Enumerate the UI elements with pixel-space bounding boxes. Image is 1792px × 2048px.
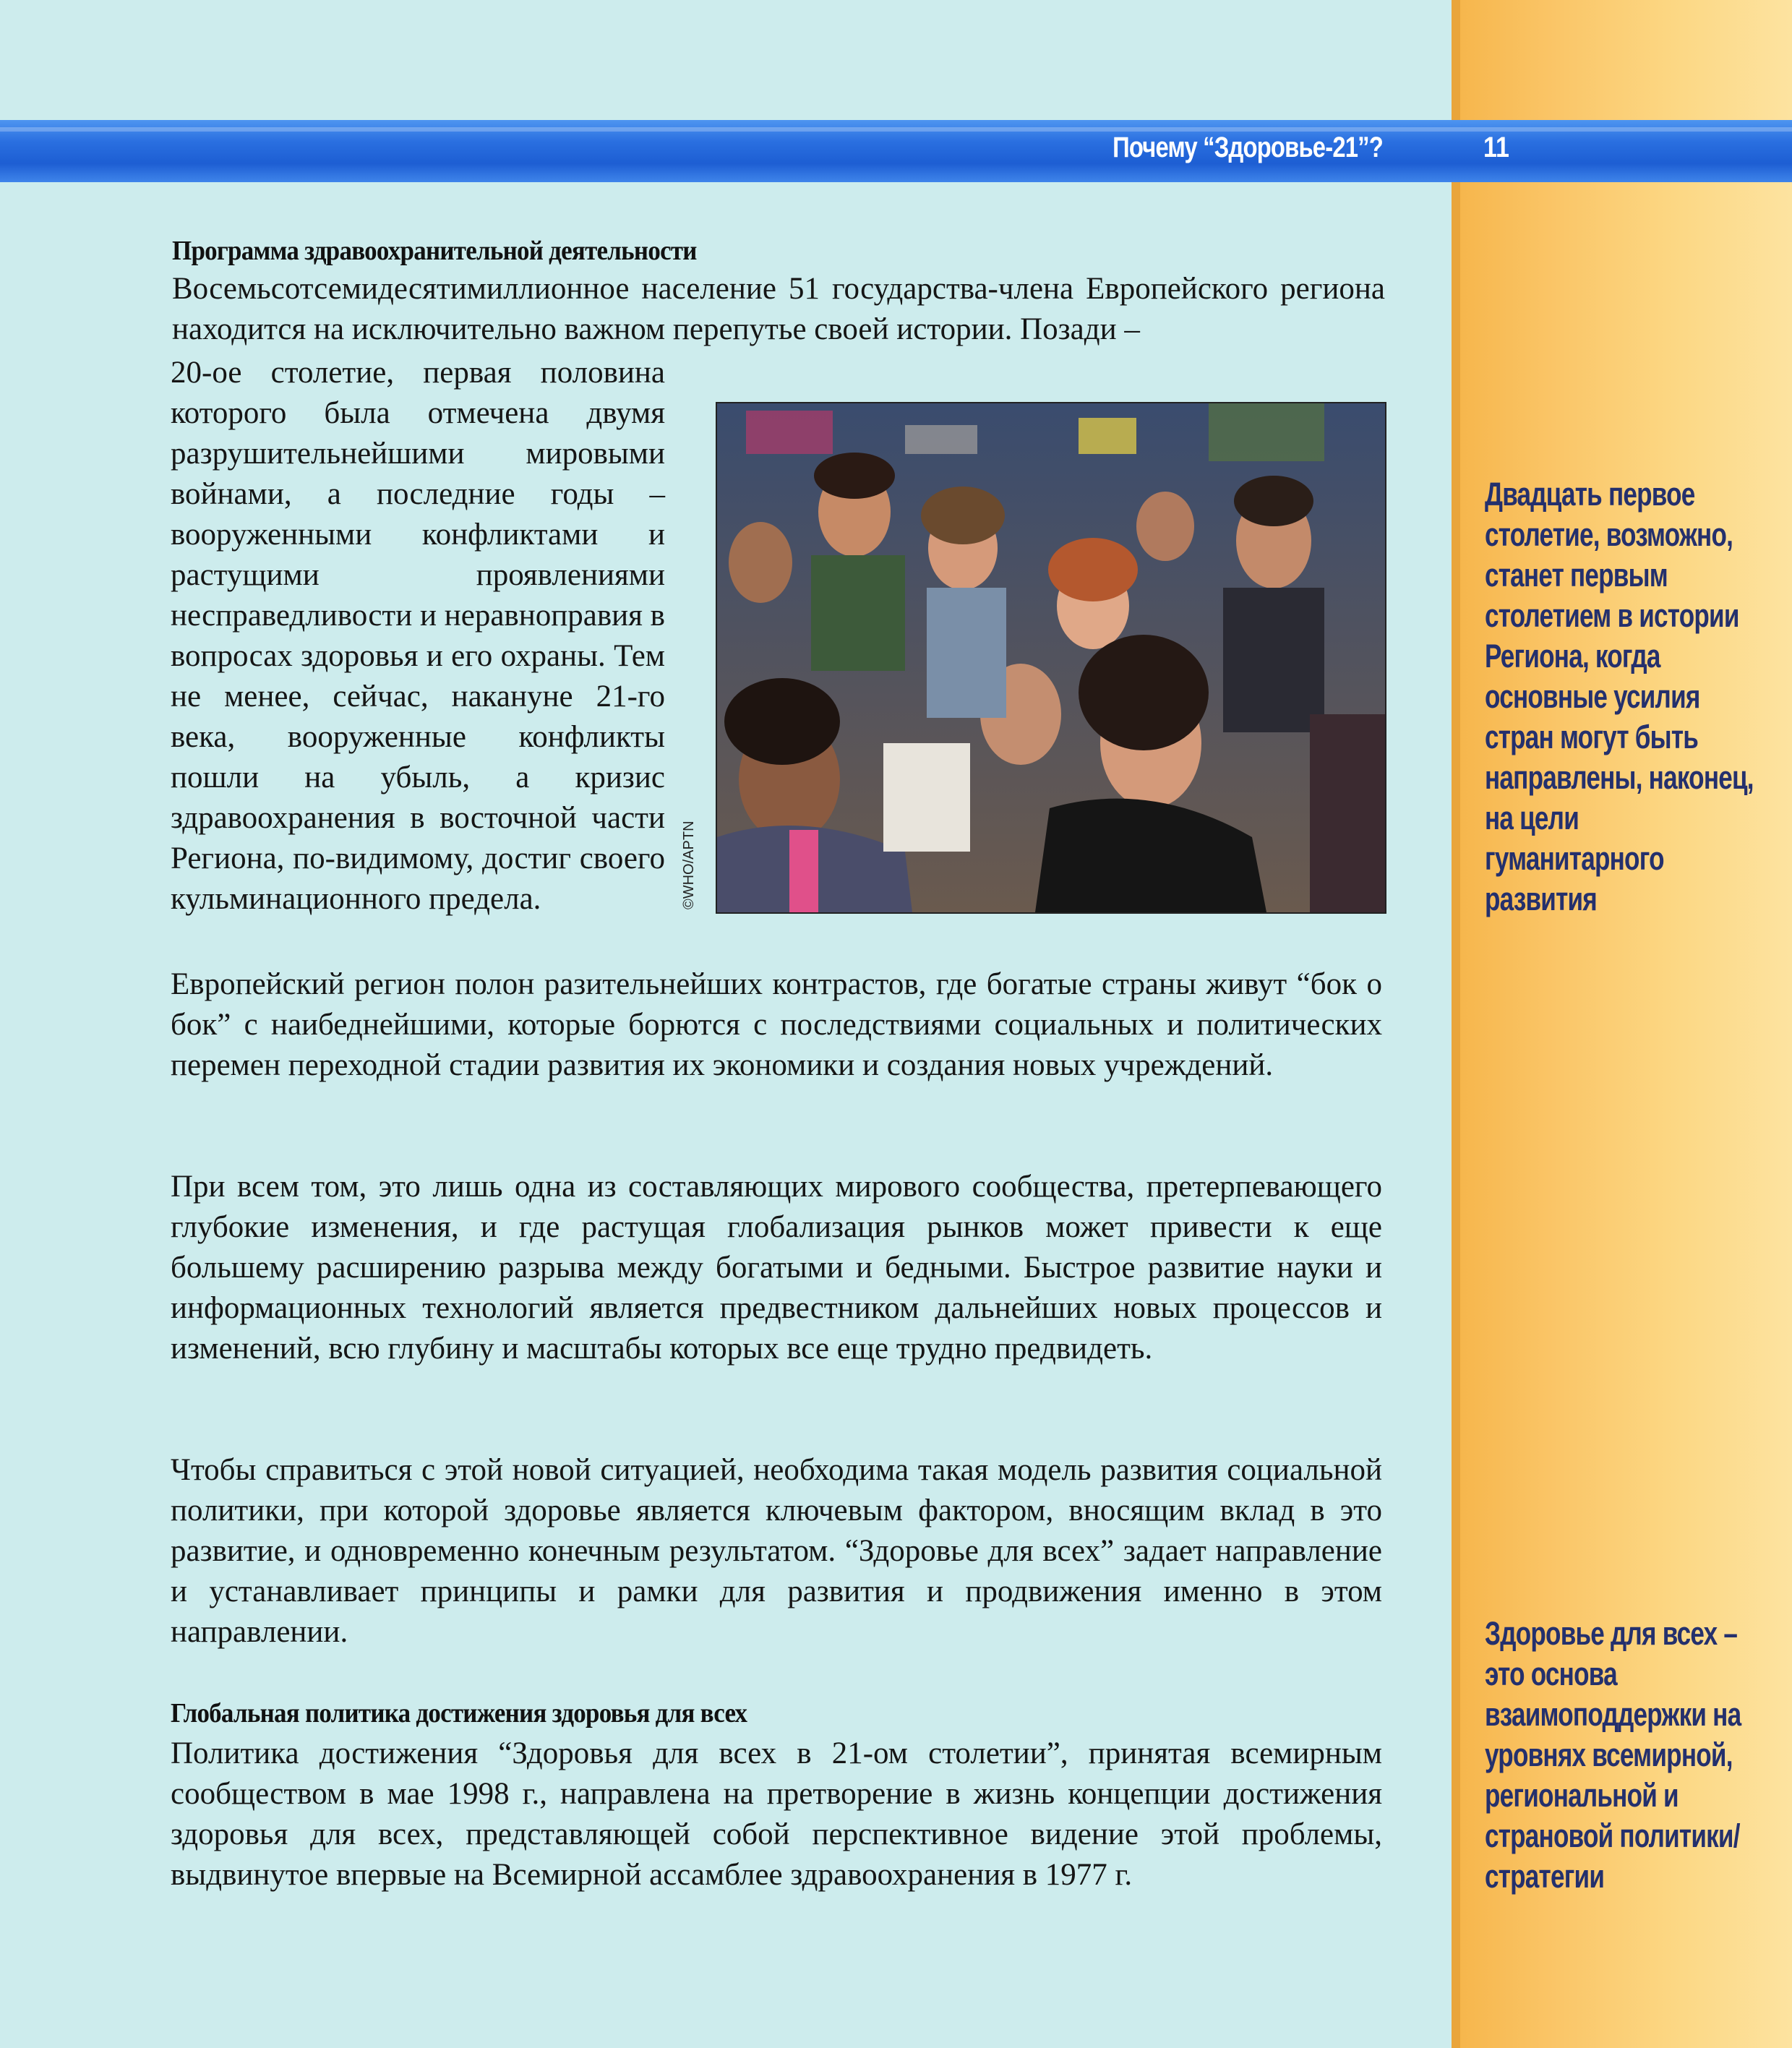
- side-quote-line: Здоровье для всех –: [1485, 1615, 1738, 1652]
- side-quote-line: столетием в истории: [1485, 597, 1739, 634]
- side-quote-line: основные усилия: [1485, 678, 1700, 715]
- wrapped-paragraph: 20-ое столетие, первая половина которого была отмечена двумя разрушительнейшими мировыми войнами, а последние годы – вооруженными конфликтами и растущими проявлениями несправедливости и неравноправия в вопросах здоровья и его охраны. Тем не менее, сейчас, накануне 21-го века, вооруженные конфликты пошли на убыль, а кризис здравоохранения в восточной части Региона, по-видимому, достиг своего кульминационного предела.: [171, 356, 665, 916]
- side-quote-line: развития: [1485, 881, 1598, 917]
- paragraph-global-policy: Политика достижения “Здоровья для всех в 21-ом столетии”, принятая всемирным сообществом в мае 1998 г., направлена на претворение в жизнь концепции достижения здоровья для всех, представляющей собой перспективное видение этой проблемы, выдвинутое впервые на Всемирной ассамблее здравоохранения в 1977 г.: [171, 1736, 1382, 1892]
- photo-credit: ©WHO/APTN: [681, 821, 697, 909]
- paragraph-contrasts: Европейский регион полон разительнейших контрастов, где богатые страны живут “бок о бок” с наибеднейшими, которые борются с последствиями социальных и политических перемен переходной стадии развития их экономики и создания новых учреждений.: [171, 967, 1382, 1082]
- side-quote-line: направлены, наконец,: [1485, 759, 1754, 796]
- side-quote-health-for-all: [1485, 1614, 1741, 1897]
- running-header-title: Почему “Здоровье-21”?: [1113, 132, 1383, 163]
- paragraph-globalization: При всем том, это лишь одна из составляющих мирового сообщества, претерпевающего глубокие изменения, и где растущая глобализация рынков может привести к еще большему расширению разрыва между богатыми и бедными. Быстрое развитие науки и информационных технологий является предвестником дальнейших новых процессов и изменений, всю глубину и масштабы которых все еще трудно предвидеть.: [171, 1170, 1382, 1366]
- side-quote-line: взаимоподдержки на: [1485, 1696, 1741, 1733]
- side-quote-21st-century: [1485, 474, 1754, 920]
- side-quote-line: это основа: [1485, 1655, 1617, 1692]
- section-heading-program: Программа здравоохранительной деятельности: [172, 236, 697, 266]
- side-quote-line: станет первым: [1485, 557, 1668, 594]
- side-quote-line: стратегии: [1485, 1858, 1605, 1895]
- side-quote-line: уровнях всемирной,: [1485, 1736, 1733, 1773]
- side-quote-line: стран могут быть: [1485, 719, 1699, 755]
- intro-paragraph: Восемьсотсемидесятимиллионное население 51 государства-члена Европейского региона находится на исключительно важном перепутье своей истории. Позади –: [172, 272, 1385, 346]
- side-quote-line: региональной и: [1485, 1777, 1679, 1814]
- side-quote-line: гуманитарного: [1485, 840, 1664, 877]
- side-quote-line: Региона, когда: [1485, 638, 1660, 674]
- side-quote-line: столетие, возможно,: [1485, 516, 1733, 553]
- section-heading-global-policy: Глобальная политика достижения здоровья для всех: [171, 1698, 747, 1728]
- paragraph-new-situation: Чтобы справиться с этой новой ситуацией, необходима такая модель развития социальной политики, при которой здоровье является ключевым фактором, вносящим вклад в это развитие, и одновременно конечным результатом. “Здоровье для всех” задает направление и устанавливает принципы и рамки для развития и продвижения именно в этом направлении.: [171, 1453, 1382, 1649]
- header-stripe: [0, 127, 1792, 132]
- crowd-photo: [716, 402, 1386, 914]
- header-band: [0, 120, 1792, 182]
- side-quote-line: страновой политики/: [1485, 1817, 1740, 1854]
- page-number: 11: [1483, 132, 1509, 163]
- side-quote-line: Двадцать первое: [1485, 476, 1695, 513]
- side-quote-line: на цели: [1485, 800, 1579, 836]
